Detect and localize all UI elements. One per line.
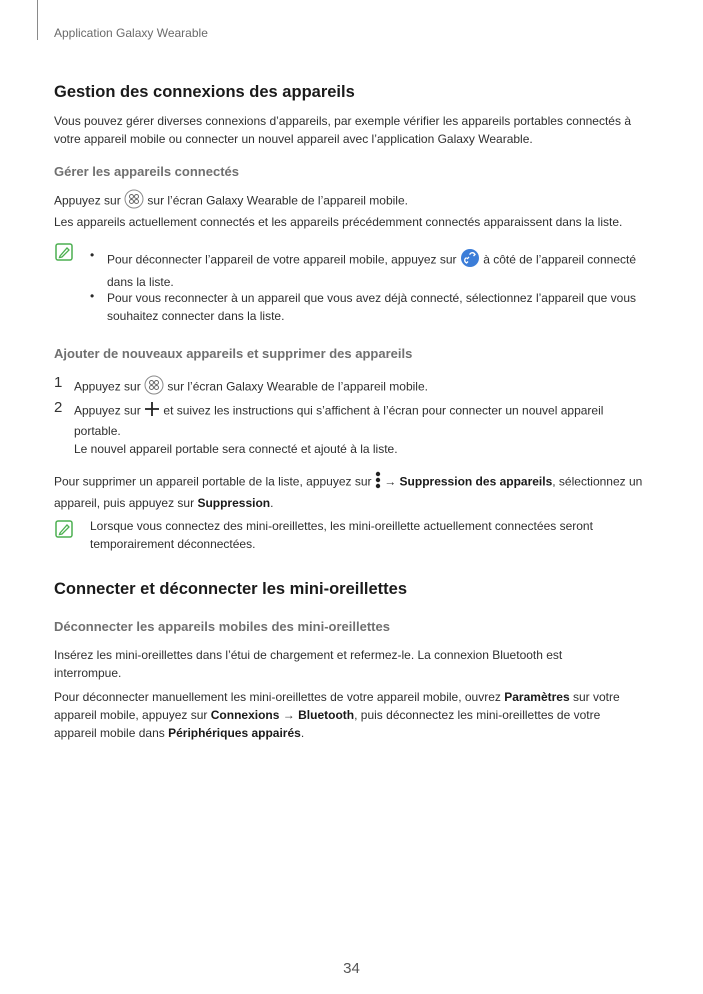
note-icon — [55, 520, 73, 538]
running-header: Application Galaxy Wearable — [54, 26, 208, 40]
subsection-title-add-remove: Ajouter de nouveaux appareils et supprimer des appareils — [54, 346, 413, 361]
page-number: 34 — [343, 960, 360, 977]
section-intro: Vous pouvez gérer diverses connexions d’appareils, par exemple vérifier les appareils portables connectés à votre appareil mobile ou connecter un nouvel appareil avec l’application Galaxy Wearable. — [54, 114, 631, 146]
manage-line-2: Les appareils actuellement connectés et les appareils précédemment connectés apparaissent dans la liste. — [54, 215, 623, 229]
manage-line-1: Appuyez sur sur l’écran Galaxy Wearable de l’appareil mobile. — [54, 189, 408, 214]
bullet-2: Pour vous reconnecter à un appareil que vous avez déjà connecté, sélectionnez l’appareil que vous souhaitez connecter dans la liste. — [107, 291, 637, 323]
earbuds-note: Lorsque vous connectez des mini-oreillettes, les mini-oreillette actuellement connectées seront temporairement déconnectées. — [90, 519, 593, 551]
step-number: 1 — [54, 374, 63, 391]
devices-icon — [144, 375, 164, 400]
margin-line — [37, 0, 38, 40]
bullet-dot: • — [90, 289, 95, 303]
section-title-connections: Gestion des connexions des appareils — [54, 83, 355, 101]
delete-instructions: Pour supprimer un appareil portable de la liste, appuyez sur → Suppression des appareils, sélectionnez un appareil, puis appuyez sur Suppression. — [54, 471, 654, 512]
step-1: Appuyez sur sur l’écran Galaxy Wearable de l’appareil mobile. — [74, 375, 428, 400]
step-number: 2 — [54, 399, 63, 416]
subsection-title-manage: Gérer les appareils connectés — [54, 164, 239, 179]
disconnect-para-1: Insérez les mini-oreillettes dans l’étui de chargement et refermez-le. La connexion Bluetooth est interrompue. — [54, 648, 563, 680]
unlink-icon — [460, 248, 480, 273]
add-icon — [144, 401, 160, 422]
subsection-title-disconnect: Déconnecter les appareils mobiles des mini-oreillettes — [54, 619, 390, 634]
step-2: Appuyez sur et suivez les instructions qui s’affichent à l’écran pour connecter un nouvel appareil portable. Le nouvel appareil portable sera connecté et ajouté à la liste. — [74, 401, 654, 458]
note-icon — [55, 243, 73, 261]
section-title-earbuds: Connecter et déconnecter les mini-oreillettes — [54, 580, 408, 598]
bullet-1: Pour déconnecter l’appareil de votre appareil mobile, appuyez sur à côté de l’appareil connecté dans la liste. — [107, 248, 667, 291]
more-options-icon — [375, 471, 381, 494]
devices-icon — [124, 189, 144, 214]
bullet-dot: • — [90, 248, 95, 262]
disconnect-para-2: Pour déconnecter manuellement les mini-oreillettes de votre appareil mobile, ouvrez Paramètres sur votre appareil mobile, appuyez sur Connexions → Bluetooth, puis déconnectez les mini-oreillettes de votre appareil mobile dans Périphériques appairés. — [54, 690, 620, 740]
